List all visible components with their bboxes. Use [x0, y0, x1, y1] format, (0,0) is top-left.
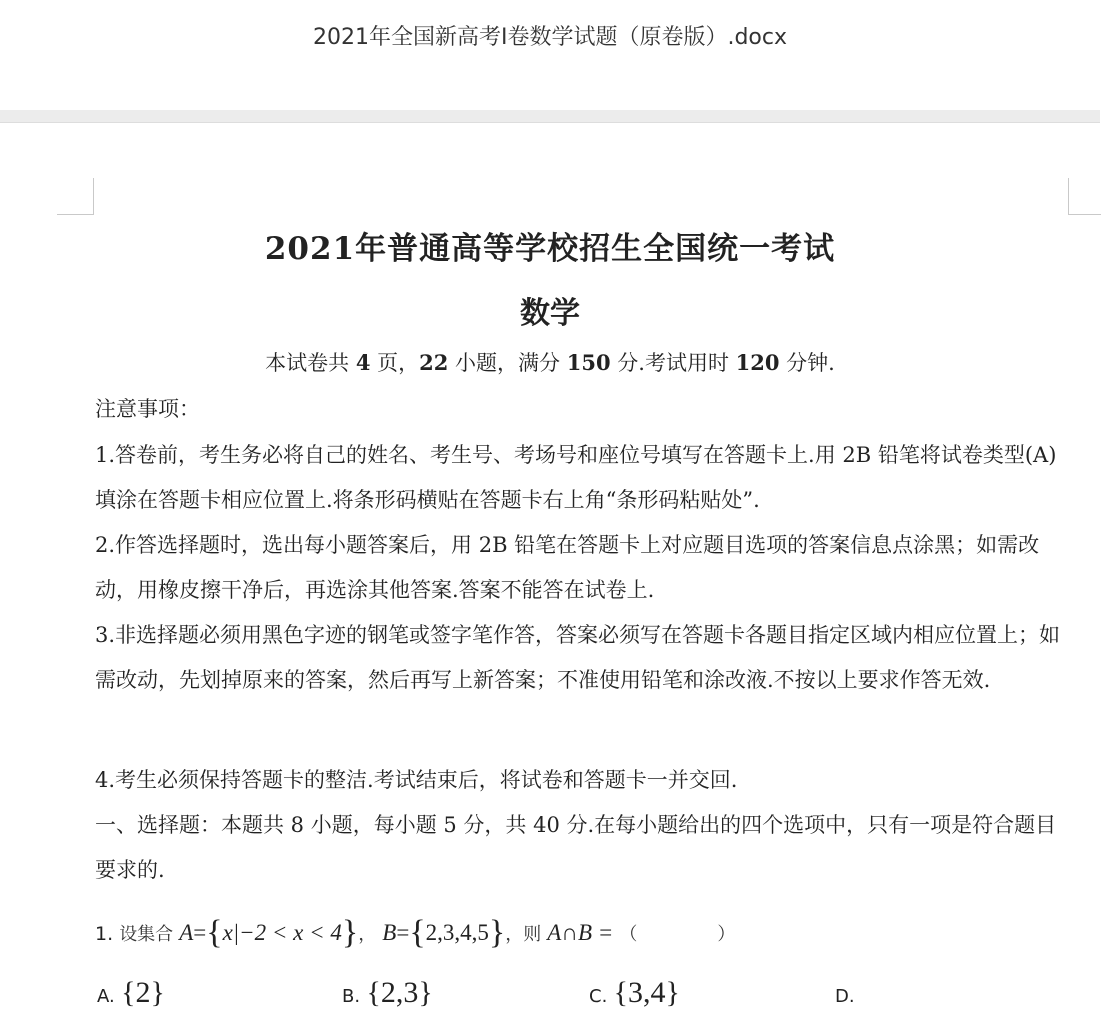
- set-a-name: A: [179, 920, 194, 945]
- margin-corner-mark-left: [57, 178, 94, 215]
- info-minutes: 120: [735, 350, 780, 375]
- option-a: [97, 976, 165, 1010]
- brace-close: }: [488, 914, 506, 951]
- document-filename: 2021年全国新高考Ⅰ卷数学试题（原卷版）.docx: [312, 25, 787, 50]
- brace-close: }: [341, 914, 359, 951]
- info-text: 页，: [377, 351, 420, 375]
- equals-sign: =: [396, 920, 410, 945]
- info-score: 150: [566, 350, 611, 375]
- notice-heading: 注意事项：: [95, 397, 200, 421]
- question-1-options: [0, 968, 1100, 1009]
- answer-paren-close: ）: [717, 924, 736, 945]
- set-b-body: 2,3,4,5: [425, 920, 489, 945]
- info-questions: 22: [419, 350, 449, 375]
- set-b-name: B: [382, 920, 397, 945]
- title-bar: [0, 0, 1100, 110]
- document-page[interactable]: [0, 123, 1100, 1009]
- brace-open: {: [409, 914, 426, 951]
- option-c: [589, 976, 680, 1010]
- notice-item-1: 1.答卷前，考生务必将自己的姓名、考生号、考场号和座位号填写在答题卡上.用 2B 铅笔将试卷类型(A)填涂在答题卡相应位置上.将条形码横贴在答题卡右上角“条形码粘贴处”.: [95, 443, 1057, 512]
- question-lead: 设集合: [119, 924, 174, 945]
- exam-title: 2021年普通高等学校招生全国统一考试: [264, 231, 836, 267]
- info-pages: 4: [355, 350, 371, 375]
- answer-paren-open: （: [619, 924, 638, 945]
- equals-sign: =: [193, 920, 207, 945]
- notice-item-3: 3.非选择题必须用黑色字迹的钢笔或签字笔作答，答案必须写在答题卡各题目指定区域内相应位置上；如需改动，先划掉原来的答案，然后再写上新答案；不准使用铅笔和涂改液.不按以上要求作答无效.: [95, 623, 1061, 692]
- notice-item-2: 2.作答选择题时，选出每小题答案后，用 2B 铅笔在答题卡上对应题目选项的答案信息点涂黑；如需改动，用橡皮擦干净后，再选涂其他答案.答案不能答在试卷上.: [95, 533, 1040, 602]
- question-number: 1.: [95, 923, 114, 945]
- option-value: {3,4}: [613, 976, 680, 1009]
- option-b: [342, 976, 433, 1010]
- option-value: {2}: [121, 976, 165, 1009]
- set-a-body: x|−2 < x < 4: [222, 920, 342, 945]
- subject-title: 数学: [520, 296, 580, 331]
- info-text: 分钟.: [786, 351, 835, 375]
- exam-info: [0, 347, 1100, 377]
- question-1: [95, 903, 735, 965]
- option-label: D.: [835, 986, 855, 1007]
- option-label: A.: [97, 986, 115, 1007]
- notice-item-4: 4.考生必须保持答题卡的整洁.考试结束后，将试卷和答题卡一并交回.: [95, 768, 738, 792]
- option-d: [835, 976, 855, 1010]
- intersection-expression: A∩B =: [547, 920, 614, 945]
- info-text: 分.考试用时: [617, 351, 729, 375]
- option-label: C.: [589, 986, 608, 1007]
- margin-corner-mark-right: [1068, 178, 1101, 215]
- option-value: {2,3}: [366, 976, 433, 1009]
- info-text: 小题，满分: [455, 351, 561, 375]
- option-label: B.: [342, 986, 361, 1007]
- comma: ，: [358, 924, 377, 945]
- info-text: 本试卷共: [265, 351, 350, 375]
- brace-open: {: [206, 914, 223, 951]
- page-gutter: [0, 110, 1100, 123]
- question-then: ，则: [505, 924, 542, 945]
- section-heading-choice: 一、选择题：本题共 8 小题，每小题 5 分，共 40 分.在每小题给出的四个选项中，只有一项是符合题目要求的.: [95, 813, 1057, 882]
